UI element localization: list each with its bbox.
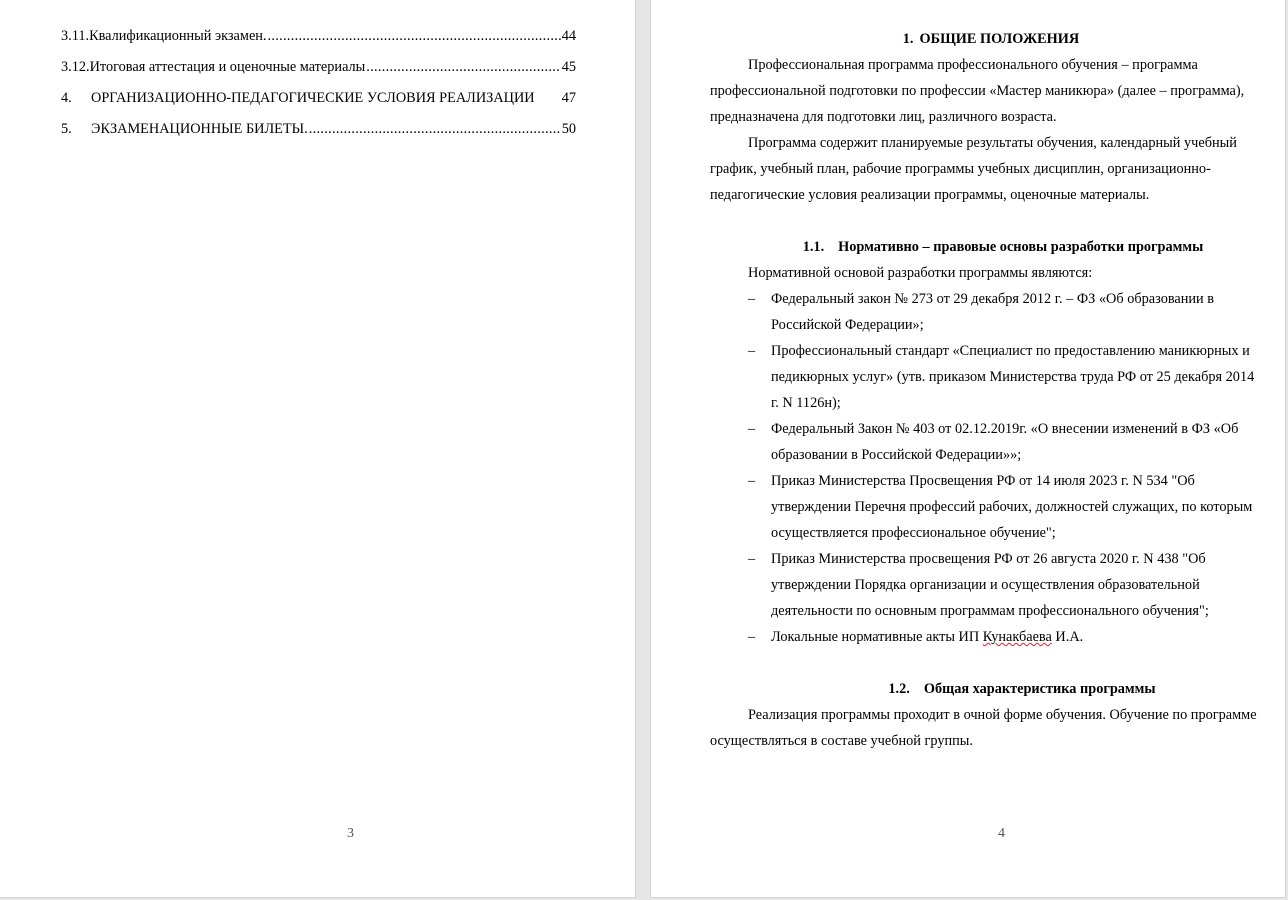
toc-entry-title: ОРГАНИЗАЦИОННО-ПЕДАГОГИЧЕСКИЕ УСЛОВИЯ РЕАЛИЗАЦИИ (91, 90, 535, 106)
toc-entry[interactable] (61, 121, 576, 152)
toc-entry-title: ЭКЗАМЕНАЦИОННЫЕ БИЛЕТЫ. (91, 121, 308, 137)
toc-entry-page: 47 (561, 90, 576, 106)
page-content[interactable] (710, 26, 1260, 754)
paragraph: Нормативной основой разработки программы являются: (748, 265, 1093, 281)
toc-entry-title: Квалификационный экзамен. (89, 28, 267, 44)
document-page-3[interactable] (0, 0, 635, 897)
list-item-text: Федеральный закон № 273 от 29 декабря 2012 г. – ФЗ «Об образовании в Российской Федерации»; (771, 291, 1215, 333)
subsection-heading-number: 1.2. (888, 681, 910, 697)
toc-entry-page: 50 (561, 121, 576, 137)
table-of-contents (61, 28, 576, 152)
section-heading-number: 1. (902, 31, 914, 47)
list-item (710, 468, 1260, 546)
blank-line (710, 650, 1260, 676)
toc-entry[interactable] (61, 90, 576, 121)
toc-entry-title: Итоговая аттестация и оценочные материалы (89, 59, 366, 75)
dash-bullet: – (748, 343, 756, 359)
subsection-heading-title: Нормативно – правовые основы разработки программы (838, 239, 1204, 255)
toc-entry-number: 3.12. (61, 59, 90, 75)
document-page-4[interactable] (651, 0, 1285, 897)
list-item (710, 416, 1260, 468)
list-item (710, 546, 1260, 624)
toc-entry-number: 3.11. (61, 28, 90, 44)
list-item (710, 286, 1260, 338)
section-heading (710, 26, 1260, 52)
list-item-text: Профессиональный стандарт «Специалист по предоставлению маникюрных и педикюрных услуг» (утв. приказом Министерства труда РФ от 25 декабря 2014 г. N 1126н); (771, 343, 1255, 411)
list-item (710, 338, 1260, 416)
subsection-heading (710, 234, 1260, 260)
subsection-heading (710, 676, 1260, 702)
toc-leader-dots (366, 59, 560, 76)
list-item-text-suffix: И.А. (1051, 629, 1084, 645)
list-item-text-prefix: Локальные нормативные акты ИП (771, 629, 983, 645)
dash-bullet: – (748, 629, 756, 645)
list-item-text: Федеральный Закон № 403 от 02.12.2019г. «О внесении изменений в ФЗ «Об образовании в Российской Федерации»»; (771, 421, 1239, 463)
toc-entry-page: 44 (561, 28, 576, 44)
page-number: 4 (998, 826, 1005, 841)
paragraph: Профессиональная программа профессионального обучения – программа профессиональной подготовки по профессии «Мастер маникюра» (далее – программа), предназначена для подготовки лиц, различного возраста. (710, 57, 1245, 125)
list-item (710, 624, 1260, 650)
subsection-heading-title: Общая характеристика программы (923, 681, 1156, 697)
toc-entry-number: 4. (61, 90, 72, 106)
section-heading-title: ОБЩИЕ ПОЛОЖЕНИЯ (919, 31, 1080, 47)
paragraph: Реализация программы проходит в очной форме обучения. Обучение по программе осуществляться в составе учебной группы. (710, 707, 1257, 749)
spellcheck-flagged-word[interactable]: Кунакбаева (982, 629, 1052, 645)
toc-entry[interactable] (61, 59, 576, 90)
toc-entry[interactable] (61, 28, 576, 59)
bullet-list (710, 286, 1260, 650)
list-item-text: Приказ Министерства Просвещения РФ от 14 июля 2023 г. N 534 "Об утверждении Перечня профессий рабочих, должностей служащих, по которым осуществляется профессиональное обучение"; (771, 473, 1253, 541)
toc-leader-dots (309, 121, 561, 138)
dash-bullet: – (748, 421, 756, 437)
list-item-text: Приказ Министерства просвещения РФ от 26 августа 2020 г. N 438 "Об утверждении Порядка организации и осуществления образовательной деятельности по основным программам профессионального обучения"; (771, 551, 1209, 619)
dash-bullet: – (748, 291, 756, 307)
toc-entry-page: 45 (561, 59, 576, 75)
toc-entry-number: 5. (61, 121, 72, 137)
dash-bullet: – (748, 473, 756, 489)
page-number: 3 (347, 826, 354, 841)
subsection-heading-number: 1.1. (802, 239, 825, 255)
paragraph: Программа содержит планируемые результаты обучения, календарный учебный график, учебный план, рабочие программы учебных дисциплин, организационно-педагогические условия реализации программы, оценочные материалы. (710, 135, 1237, 203)
blank-line (710, 208, 1260, 234)
toc-leader-dots (268, 28, 561, 45)
dash-bullet: – (748, 551, 756, 567)
